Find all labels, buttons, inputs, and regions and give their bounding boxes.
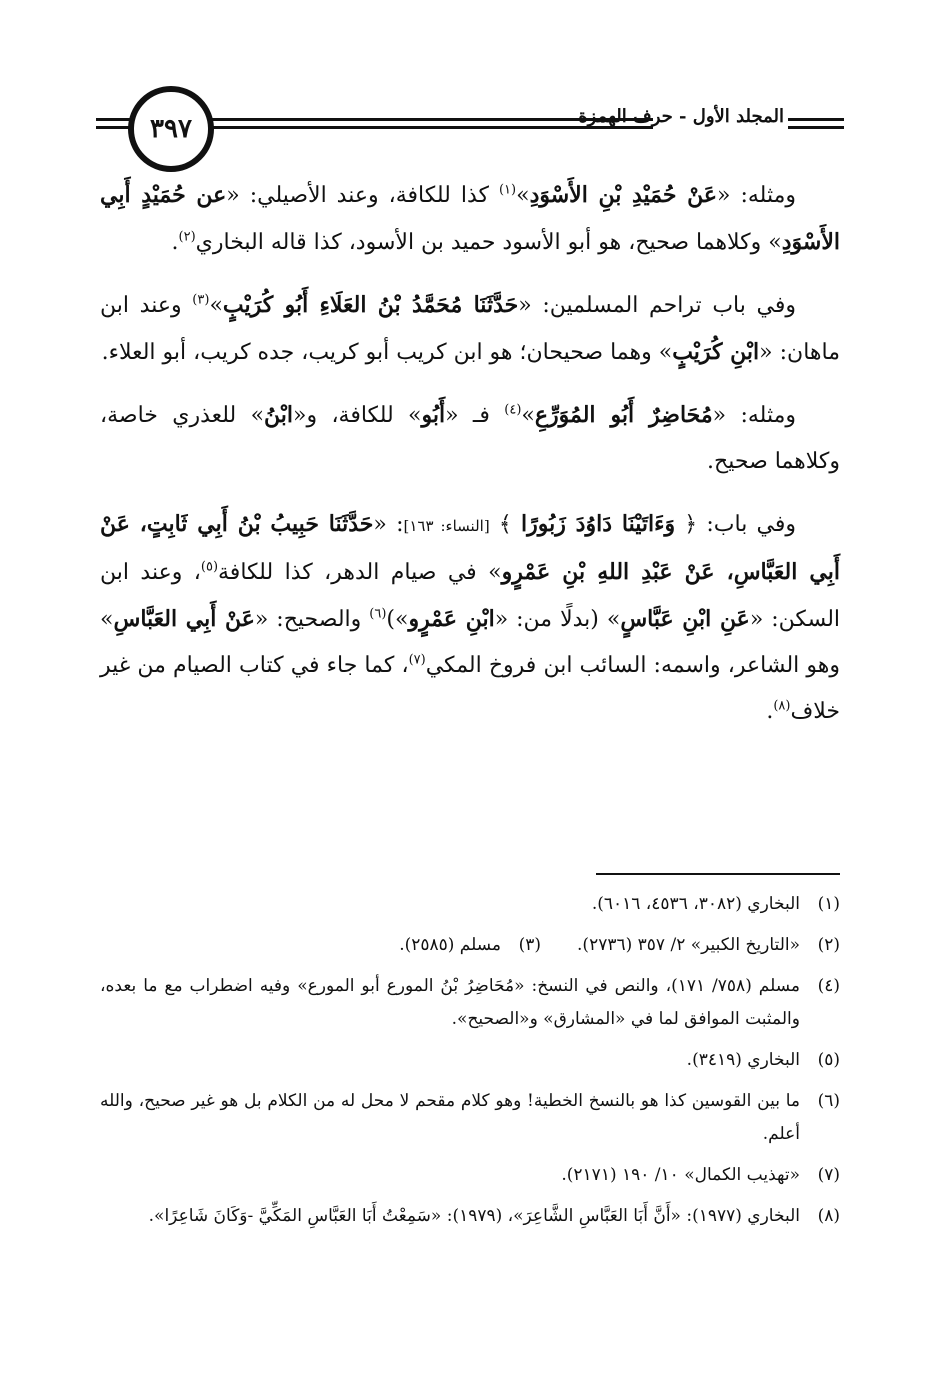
text-run: : «: [373, 512, 404, 537]
footnote-text: البخاري (٣٠٨٢، ٤٥٣٦، ٦٠١٦).: [591, 894, 800, 914]
text-run: .: [171, 230, 179, 255]
hadith-quote: عن حُمَيْدٍ أَبِي الأَسْوَدِ: [100, 182, 840, 255]
footnote-ref: (٣): [192, 292, 210, 308]
footnote: [100, 1200, 840, 1233]
text-run: ومثله: «: [717, 183, 796, 208]
paragraph: [100, 282, 840, 376]
text-run: » للعذري خاصة، وكلاهما صحيح.: [100, 403, 840, 474]
text-run: وفي باب: ﴿: [675, 512, 796, 537]
paragraph: [100, 501, 840, 735]
paragraph: [100, 172, 840, 266]
header-rule: [788, 118, 844, 121]
text-run: » وهو الشاعر، واسمه: السائب ابن فروخ المكي: [100, 607, 840, 678]
footnote-text: مسلم (٧٥٨/ ١٧١)، والنص في النسخ: «مُحَاضِرُ بْنُ المورع أبو المورع» وفيه اضطراب مع ما بعده، والمثبت الموافق لما في «المشارق» و«الصحيح».: [100, 976, 800, 1029]
page-header: [96, 86, 844, 176]
text-run: »): [386, 607, 409, 632]
hadith-quote: ابْنِ كُرَيْبٍ: [672, 339, 760, 365]
text-run: »: [516, 183, 530, 208]
footnote-text: ما بين القوسين كذا هو بالنسخ الخطية! وهو كلام مقحم لا محل له من الكلام بل هو غير صحيح، والله أعلم.: [100, 1091, 800, 1144]
hadith-quote: أَبُو: [421, 402, 446, 428]
footnote-ref: (١): [498, 182, 517, 198]
footnote-ref: (٥): [200, 559, 219, 575]
footnote: [577, 929, 840, 962]
footnote-number: (٣): [518, 935, 542, 955]
footnote-number: (٥): [817, 1050, 840, 1070]
text-run: والصحيح: «: [254, 607, 370, 632]
footnote-text: «التاريخ الكبير» ٢/ ٣٥٧ (٢٧٣٦).: [577, 935, 800, 955]
footnote: [100, 1085, 840, 1151]
footnote-ref: (٦): [369, 606, 387, 622]
footnote-ref: (٨): [773, 698, 791, 714]
text-run: » وهما صحيحان؛ هو ابن كريب أبو كريب، جده كريب، أبو العلاء.: [101, 340, 673, 365]
footnote-number: (٤): [817, 976, 840, 996]
text-run: ، وعند ابن السكن: «: [100, 560, 841, 632]
footnote: [100, 888, 840, 921]
footnote-ref: (٢): [178, 229, 196, 245]
text-run: فـ «: [445, 403, 505, 428]
text-run: »: [209, 293, 223, 318]
verse-reference: [النساء: ١٦٣]: [403, 517, 490, 535]
footnote-ref: (٤): [504, 402, 522, 418]
text-run: وفي باب تراحم المسلمين: «: [518, 293, 797, 318]
hadith-quote: حَدَّثَنَا مُحَمَّدُ بْنُ العَلَاءِ أَبُو كُرَيْبٍ: [222, 292, 519, 318]
text-run: .: [766, 699, 774, 724]
footnote: [399, 929, 541, 962]
text-run: » وكلاهما صحيح، هو أبو الأسود حميد بن الأسود، كذا قاله البخاري: [195, 230, 782, 255]
hadith-quote: حَدَّثَنَا حَبِيبُ بْنُ أَبِي ثَابِتٍ، عَنْ أَبِي العَبَّاسِ، عَنْ عَبْدِ اللهِ بْنِ عَمْرٍو: [100, 511, 840, 585]
hadith-quote: عَنْ حُمَيْدِ بْنِ الأَسْوَدِ: [529, 182, 718, 208]
header-rule: [788, 126, 844, 129]
paragraph: [100, 392, 840, 485]
text-run: » للكافة، و«: [293, 403, 422, 428]
footnote-number: (١): [817, 894, 840, 914]
hadith-quote: عَنْ أَبِي العَبَّاسِ: [113, 606, 255, 632]
footnote: [100, 1044, 840, 1077]
text-run: كذا للكافة، وعند الأصيلي: «: [226, 183, 499, 208]
footnote-text: البخاري (١٩٧٧): «أَنَّ أَبَا العَبَّاسِ الشَّاعِرَ»، (١٩٧٩): «سَمِعْتُ أَبَا العَبَّاسِ المَكِّيَّ -وَكَانَ شَاعِرًا».: [148, 1206, 800, 1226]
text-run: » (بدلًا من: «: [494, 607, 621, 632]
footnote-text: البخاري (٣٤١٩).: [686, 1050, 800, 1070]
text-run: ﴾: [489, 512, 521, 537]
footnote-separator: [596, 873, 840, 875]
main-text: [100, 172, 840, 751]
running-title: المجلد الأول - حرف الهمزة: [578, 106, 784, 127]
page-number: ٣٩٧: [128, 86, 214, 172]
hadith-quote: عَنِ ابْنِ عَبَّاسٍ: [620, 606, 750, 632]
text-run: ومثله: «: [712, 403, 797, 428]
footnote-number: (٧): [817, 1165, 840, 1185]
footnote-number: (٢): [817, 935, 840, 955]
hadith-quote: ابْنُ: [264, 402, 294, 428]
text-run: ، كما جاء في كتاب الصيام من غير خلاف: [100, 653, 840, 724]
footnote-number: (٦): [817, 1091, 840, 1111]
hadith-quote: مُحَاضِرٌ أَبُو المُوَرِّعِ: [534, 402, 713, 428]
footnote-row: [100, 929, 840, 962]
text-run: » في صيام الدهر، كذا للكافة: [218, 560, 502, 585]
footnote-number: (٨): [817, 1206, 840, 1226]
footnote: [100, 970, 840, 1036]
footnote: [100, 1159, 840, 1192]
quran-verse: وَءَاتَيْنَا دَاوُدَ زَبُورًا: [520, 511, 676, 537]
footnote-text: مسلم (٢٥٨٥).: [399, 935, 502, 955]
footnotes: [100, 888, 840, 1241]
hadith-quote: ابْنِ عَمْرٍو: [408, 606, 495, 632]
text-run: وعند ابن ماهان: «: [100, 293, 840, 365]
footnote-text: «تهذيب الكمال» ١٠/ ١٩٠ (٢١٧١).: [561, 1165, 800, 1185]
footnote-ref: (٧): [408, 652, 426, 668]
text-run: »: [521, 403, 535, 428]
